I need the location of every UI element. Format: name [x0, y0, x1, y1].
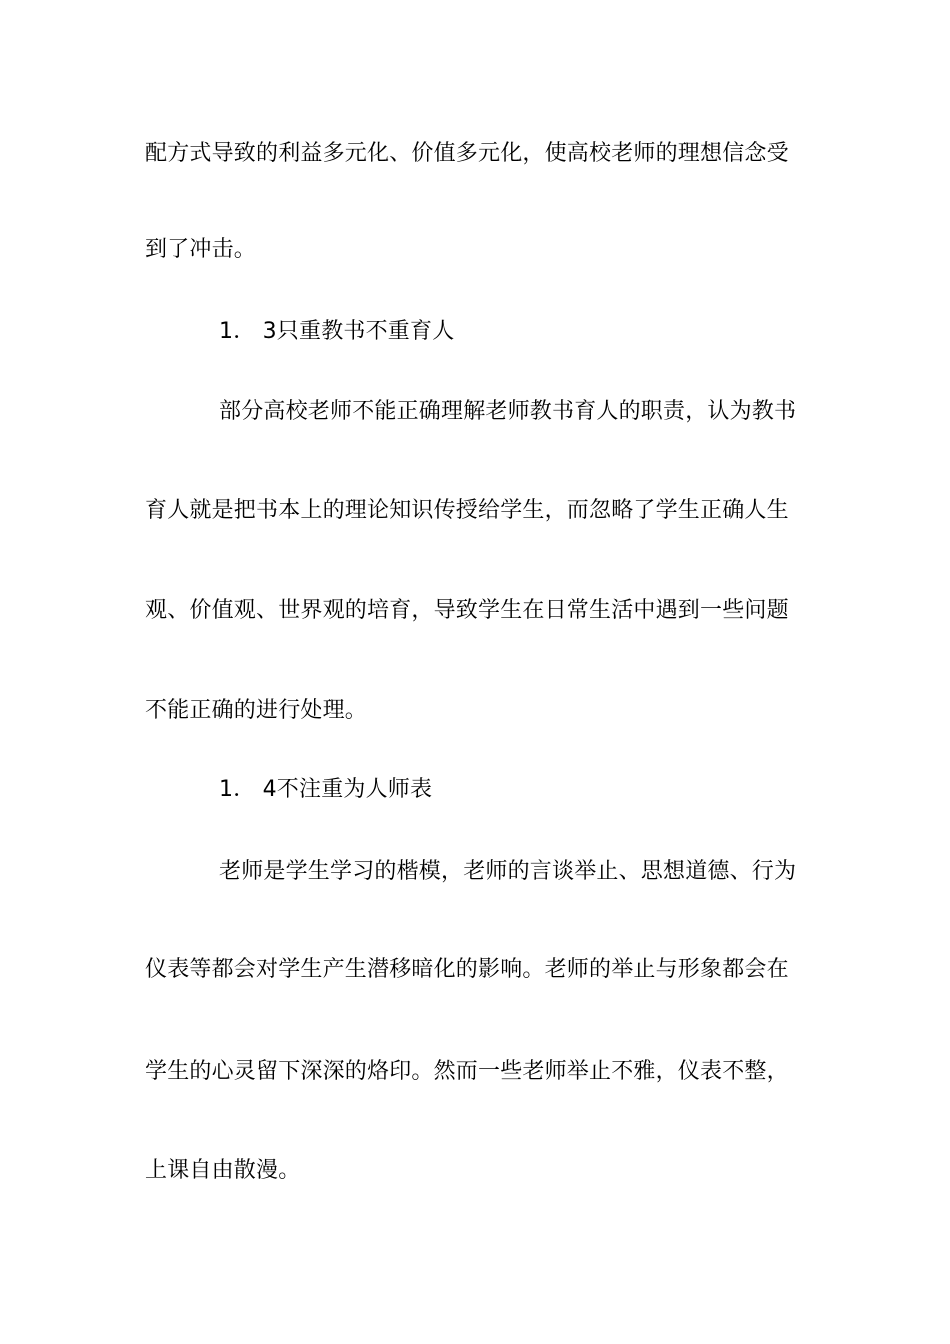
paragraph-line: 部分高校老师不能正确理解老师教书育人的职责，认为教书: [219, 399, 797, 424]
paragraph-line: 老师是学生学习的楷模，老师的言谈举止、思想道德、行为: [219, 859, 797, 884]
paragraph-line: 观、价值观、世界观的培育，导致学生在日常生活中遇到一些问题: [145, 598, 789, 623]
section-heading: 1． 3只重教书不重育人: [219, 319, 455, 344]
paragraph-line: 上课自由散漫。: [145, 1158, 301, 1183]
paragraph-line: 到了冲击。: [145, 237, 257, 262]
section-heading: 1． 4不注重为人师表: [219, 777, 433, 802]
paragraph-line: 学生的心灵留下深深的烙印。然而一些老师举止不雅，仪表不整，: [145, 1059, 789, 1084]
paragraph-line: 配方式导致的利益多元化、价值多元化，使高校老师的理想信念受: [145, 141, 789, 166]
paragraph-line: 仪表等都会对学生产生潜移暗化的影响。老师的举止与形象都会在: [145, 957, 789, 982]
paragraph-line: 不能正确的进行处理。: [145, 698, 368, 723]
paragraph-line: 育人就是把书本上的理论知识传授给学生，而忽略了学生正确人生: [145, 498, 789, 523]
